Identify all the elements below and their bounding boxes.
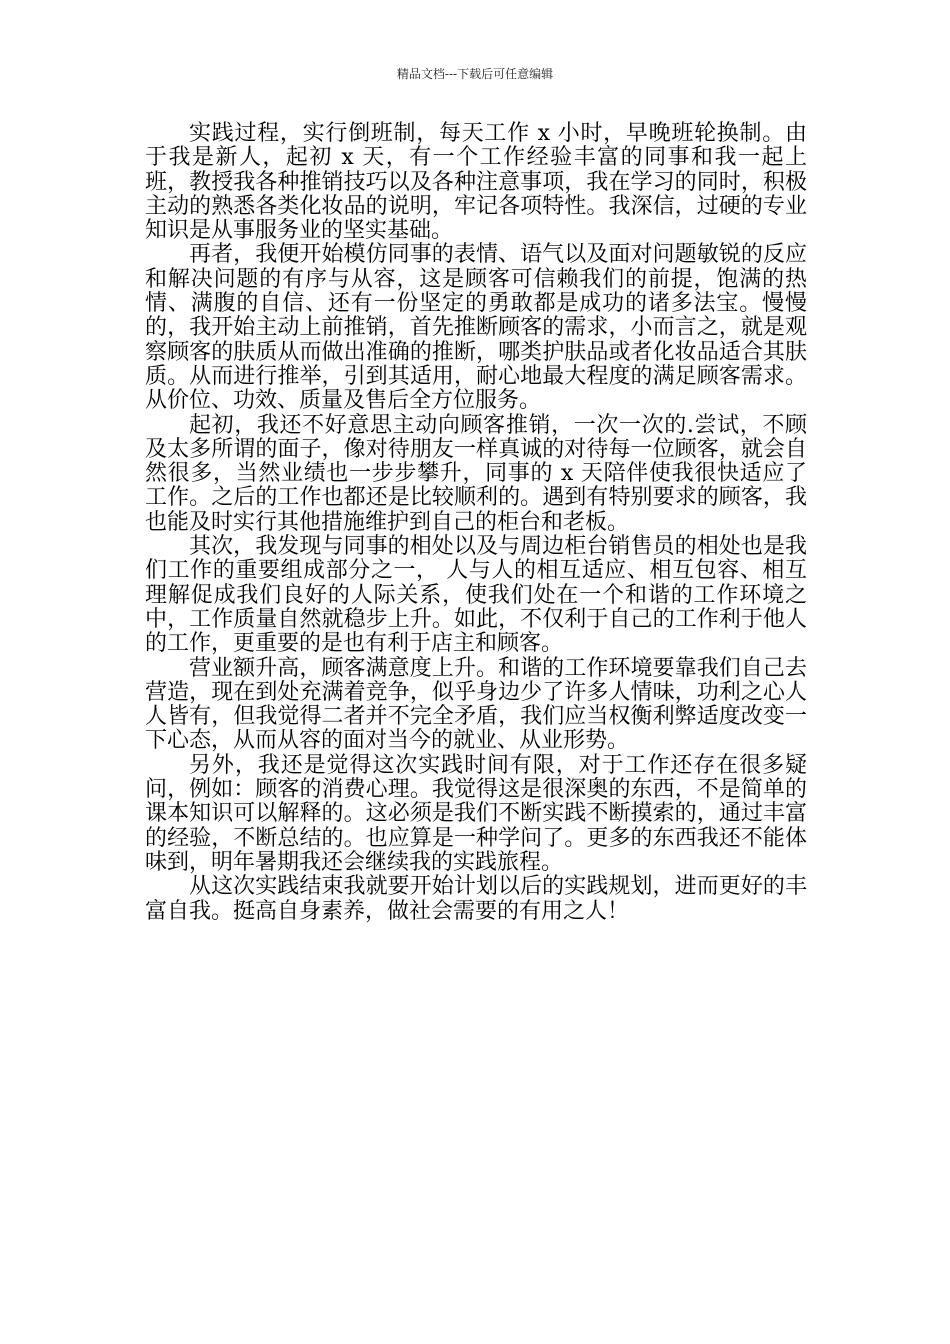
paragraph-4: 其次，我发现与同事的相处以及与周边柜台销售员的相处也是我们工作的重要组成部分之一， 人与人的相互适应、相互包容、相互理解促成我们良好的人际关系，使我们处在一个和谐的工作环境之中，工作质量自然就稳步上升。如此，不仅利于自己的工作利于他人的工作，更重要的是也有利于店主和顾客。	[145, 534, 807, 657]
paragraph-6: 另外，我还是觉得这次实践时间有限，对于工作还存在很多疑问，例如：顾客的消费心理。我觉得这是很深奥的东西，不是简单的课本知识可以解释的。这必须是我们不断实践不断摸索的，通过丰富的经验，不断总结的。也应算是一种学问了。更多的东西我还不能体味到，明年暑期我还会继续我的实践旅程。	[145, 752, 807, 875]
document-body	[145, 122, 807, 924]
page-header: 精品文档---下载后可任意编辑	[396, 67, 554, 81]
paragraph-7: 从这次实践结束我就要开始计划以后的实践规划，进而更好的丰富自我。挺高自身素养，做社会需要的有用之人！	[145, 874, 807, 924]
paragraph-3: 起初，我还不好意思主动向顾客推销，一次一次的.尝试，不顾及太多所谓的面子，像对待朋友一样真诚的对待每一位顾客，就会自然很多，当然业绩也一步步攀升，同事的 x 天陪伴使我很快适应了工作。之后的工作也都还是比较顺利的。遇到有特别要求的顾客，我也能及时实行其他措施维护到自己的柜台和老板。	[145, 412, 807, 535]
paragraph-2: 再者，我便开始模仿同事的表情、语气以及面对问题敏锐的反应和解决问题的有序与从容，这是顾客可信赖我们的前提，饱满的热情、满腹的自信、还有一份坚定的勇敢都是成功的诸多法宝。慢慢的，我开始主动上前推销，首先推断顾客的需求，小而言之，就是观察顾客的肤质从而做出准确的推断，哪类护肤品或者化妆品适合其肤质。从而进行推举，引到其适用，耐心地最大程度的满足顾客需求。从价位、功效、质量及售后全方位服务。	[145, 242, 807, 414]
paragraph-1: 实践过程，实行倒班制，每天工作 x 小时，早晚班轮换制。由于我是新人，起初 x 天，有一个工作经验丰富的同事和我一起上班，教授我各种推销技巧以及各种注意事项，我在学习的同时，积极主动的熟悉各类化妆品的说明，牢记各项特性。我深信，过硬的专业知识是从事服务业的坚实基础。	[145, 121, 807, 244]
paragraph-5: 营业额升高，顾客满意度上升。和谐的工作环境要靠我们自己去营造，现在到处充满着竞争，似乎身边少了许多人情味，功利之心人人皆有，但我觉得二者并不完全矛盾，我们应当权衡利弊适度改变一下心态，从而从容的面对当今的就业、从业形势。	[145, 655, 807, 754]
